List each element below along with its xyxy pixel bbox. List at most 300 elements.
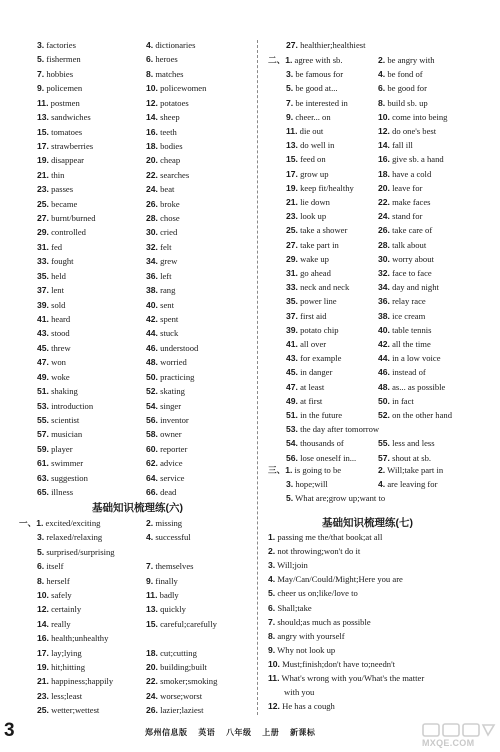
item-number: 30. xyxy=(378,253,390,264)
item-answer: really xyxy=(51,618,71,629)
answer-row xyxy=(146,401,181,412)
answer-row xyxy=(37,256,74,267)
answer-row xyxy=(378,479,437,490)
item-number: 16. xyxy=(378,154,390,165)
answer-row xyxy=(37,170,64,181)
answer-row xyxy=(37,633,108,644)
answer-row xyxy=(146,604,186,615)
answer-row xyxy=(146,576,178,587)
answer-row xyxy=(378,396,414,407)
item-answer: less;least xyxy=(51,690,83,701)
section-prefix: 三、 xyxy=(268,465,286,475)
item-number: 11. xyxy=(146,590,158,600)
answer-row xyxy=(37,242,62,253)
item-answer: player xyxy=(51,443,73,454)
item-number: 28. xyxy=(378,239,390,250)
item-answer: finally xyxy=(155,575,178,586)
item-number: 39. xyxy=(37,299,49,310)
answer-row xyxy=(286,240,339,251)
item-number: 4. xyxy=(146,532,154,543)
item-answer: quickly xyxy=(160,604,186,615)
item-answer: missing xyxy=(155,518,183,528)
answer-row xyxy=(37,271,66,282)
item-answer: owner xyxy=(160,429,182,440)
item-answer: sold xyxy=(51,299,66,310)
answer-row xyxy=(146,155,180,166)
item-number: 65. xyxy=(37,487,49,498)
item-number: 4. xyxy=(268,574,276,585)
item-number: 6. xyxy=(378,83,386,94)
item-answer: illness xyxy=(51,487,74,498)
item-number: 1. xyxy=(268,532,276,542)
item-number: 20. xyxy=(378,182,390,193)
item-number: 50. xyxy=(378,395,390,406)
item-answer: is going to be xyxy=(294,465,342,475)
item-answer: table tennis xyxy=(392,324,432,335)
answer-row xyxy=(378,311,425,322)
item-number: 32. xyxy=(378,268,390,278)
answer-row xyxy=(378,83,427,94)
answer-row xyxy=(286,112,331,123)
item-number: 46. xyxy=(146,342,158,353)
item-number: 17. xyxy=(286,168,298,179)
item-answer: feed on xyxy=(300,154,326,165)
answer-row xyxy=(37,532,102,543)
item-answer: broke xyxy=(160,198,180,209)
item-number: 5. xyxy=(37,546,45,557)
item-number: 31. xyxy=(37,241,49,252)
answer-row xyxy=(146,199,180,210)
item-number: 9. xyxy=(146,575,154,586)
item-number: 62. xyxy=(146,458,158,469)
item-number: 45. xyxy=(37,342,49,353)
item-answer: lazier;laziest xyxy=(160,705,204,716)
item-number: 38. xyxy=(146,285,158,296)
item-number: 29. xyxy=(286,253,298,264)
item-number: 11. xyxy=(286,126,298,136)
item-number: 37. xyxy=(37,285,49,296)
answer-row xyxy=(37,141,93,152)
item-number: 5. xyxy=(37,54,45,65)
item-answer: health;unhealthy xyxy=(51,633,109,644)
item-answer: are leaving for xyxy=(387,479,438,490)
item-number: 45. xyxy=(286,367,298,378)
item-answer: leave for xyxy=(392,182,423,193)
answer-row xyxy=(286,424,379,435)
item-answer: for example xyxy=(300,353,342,364)
item-number: 32. xyxy=(146,241,158,252)
item-number: 54. xyxy=(146,400,158,411)
item-number: 2. xyxy=(268,546,276,557)
item-answer: the day after tomorrow xyxy=(300,424,380,435)
answer-row xyxy=(146,213,180,224)
item-number: 22. xyxy=(378,197,390,207)
item-number: 49. xyxy=(37,371,49,382)
item-answer: Why not look up xyxy=(277,644,336,655)
item-answer: spent xyxy=(160,313,179,324)
item-number: 3. xyxy=(268,560,276,571)
item-answer: take part in xyxy=(300,239,339,250)
answer-row xyxy=(378,268,432,279)
item-answer: ice cream xyxy=(392,310,426,321)
answer-row xyxy=(268,588,358,599)
item-number: 55. xyxy=(37,414,49,425)
item-answer: take care of xyxy=(392,225,433,236)
item-number: 13. xyxy=(286,140,298,151)
item-number: 1. xyxy=(285,465,293,475)
section-title: 基础知识梳理练(六) xyxy=(92,502,183,514)
item-answer: smoker;smoking xyxy=(160,676,218,687)
item-number: 44. xyxy=(378,353,390,364)
answer-row xyxy=(37,112,91,123)
item-number: 10. xyxy=(37,590,49,600)
item-answer: on the other hand xyxy=(392,410,453,420)
answer-row xyxy=(286,69,343,80)
item-answer: beat xyxy=(160,184,175,195)
answer-row xyxy=(37,343,71,354)
answer-row xyxy=(286,98,348,109)
item-number: 10. xyxy=(146,83,158,94)
item-answer: lent xyxy=(51,285,64,296)
answer-row xyxy=(146,473,184,484)
answer-row xyxy=(378,465,443,476)
item-answer: Shall;take xyxy=(277,602,312,613)
item-number: 47. xyxy=(37,357,49,368)
item-number: 13. xyxy=(146,604,158,615)
item-number: 38. xyxy=(378,310,390,321)
item-answer: postmen xyxy=(50,97,80,108)
item-answer: left xyxy=(160,270,172,281)
item-number: 43. xyxy=(286,353,298,364)
item-number: 33. xyxy=(286,282,298,293)
answer-row xyxy=(37,227,86,238)
item-number: 23. xyxy=(37,690,49,701)
item-answer: face to face xyxy=(392,268,432,278)
item-number: 18. xyxy=(146,647,158,658)
answer-row xyxy=(268,659,395,670)
item-answer: hope;will xyxy=(295,479,328,490)
item-answer: lie down xyxy=(300,197,330,207)
answer-row xyxy=(146,285,175,296)
item-number: 26. xyxy=(146,198,158,209)
item-answer: stood xyxy=(51,328,70,339)
item-answer: Must;finish;don't have to;needn't xyxy=(282,658,396,669)
answer-row xyxy=(146,487,176,498)
item-answer: in the future xyxy=(300,410,343,420)
answer-row xyxy=(286,296,337,307)
answer-row xyxy=(146,532,191,543)
item-number: 15. xyxy=(146,618,158,629)
item-answer: badly xyxy=(159,590,179,600)
answer-row xyxy=(268,603,312,614)
item-answer: agree with sb. xyxy=(294,55,343,65)
item-number: 7. xyxy=(37,68,45,79)
answer-row xyxy=(37,576,70,587)
footer-info xyxy=(145,727,323,738)
item-answer: cried xyxy=(160,227,178,238)
answer-row xyxy=(286,453,356,464)
footer-term: 上册 xyxy=(262,728,280,737)
item-answer: successful xyxy=(155,532,191,543)
answer-row xyxy=(268,645,335,656)
answer-row xyxy=(37,662,85,673)
item-number: 26. xyxy=(378,225,390,236)
answer-row xyxy=(146,242,172,253)
item-answer: scientist xyxy=(51,414,80,425)
item-answer: What's wrong with you/What's the matter xyxy=(281,673,425,683)
item-answer: suggestion xyxy=(51,472,88,483)
answer-row xyxy=(378,325,432,336)
item-number: 29. xyxy=(37,227,49,238)
answer-row xyxy=(378,438,435,449)
item-answer: Will;join xyxy=(277,560,308,571)
item-answer: first aid xyxy=(300,310,327,321)
item-number: 21. xyxy=(37,676,49,687)
answer-row xyxy=(286,225,347,236)
item-number: 6. xyxy=(37,561,45,572)
answer-row xyxy=(268,673,424,684)
item-answer: chose xyxy=(160,213,180,224)
item-answer: cheer us on;like/love to xyxy=(277,588,358,599)
item-number: 14. xyxy=(146,112,158,123)
item-number: 2. xyxy=(378,465,386,475)
answer-row xyxy=(37,386,78,397)
answer-row xyxy=(286,438,344,449)
item-number: 46. xyxy=(378,367,390,378)
item-number: 41. xyxy=(286,339,298,349)
item-number: 25. xyxy=(37,705,49,716)
answer-row xyxy=(37,429,82,440)
item-answer: be fond of xyxy=(387,69,423,80)
item-number: 17. xyxy=(37,647,49,658)
item-number: 19. xyxy=(37,155,49,166)
answer-row xyxy=(268,546,360,557)
footer-curriculum: 新课标 xyxy=(289,728,316,737)
item-answer: all the time xyxy=(392,339,431,349)
answer-row xyxy=(37,300,65,311)
item-number: 8. xyxy=(268,630,276,641)
answer-row xyxy=(286,339,326,350)
item-number: 57. xyxy=(378,452,390,463)
answer-row xyxy=(37,199,77,210)
item-number: 22. xyxy=(146,169,158,180)
item-answer: musician xyxy=(51,429,83,440)
answer-row xyxy=(37,561,64,572)
item-number: 9. xyxy=(37,83,45,94)
item-number: 59. xyxy=(37,443,49,454)
item-number: 34. xyxy=(146,256,158,267)
answer-row xyxy=(286,493,385,504)
item-answer: sent xyxy=(160,299,174,310)
answer-row xyxy=(146,98,189,109)
item-answer: lose oneself in... xyxy=(300,452,357,463)
item-number: 51. xyxy=(286,410,298,420)
item-answer: relay race xyxy=(392,296,426,307)
item-answer: He has a cough xyxy=(282,701,335,712)
answer-row xyxy=(146,256,177,267)
item-number: 15. xyxy=(37,126,49,137)
answer-row xyxy=(37,619,71,630)
item-answer: factories xyxy=(46,40,76,50)
answer-row xyxy=(37,648,82,659)
answer-row xyxy=(37,415,79,426)
item-number: 3. xyxy=(37,40,45,50)
item-answer: advice xyxy=(160,458,183,469)
item-answer: felt xyxy=(160,241,172,252)
item-number: 23. xyxy=(37,184,49,195)
item-answer: tomatoes xyxy=(51,126,83,137)
item-answer: woke xyxy=(51,371,70,382)
item-answer: grew xyxy=(160,256,178,267)
item-number: 4. xyxy=(378,69,386,80)
answer-row xyxy=(146,372,194,383)
answer-row xyxy=(146,54,178,65)
item-answer: cut;cutting xyxy=(160,647,197,658)
item-number: 22. xyxy=(146,676,158,687)
item-answer: wetter;wettest xyxy=(51,705,100,716)
item-number: 63. xyxy=(37,472,49,483)
item-answer: wake up xyxy=(300,253,329,264)
item-answer: give sb. a hand xyxy=(392,154,444,165)
item-answer: matches xyxy=(155,68,184,79)
item-number: 16. xyxy=(146,126,158,137)
answer-row xyxy=(286,396,322,407)
answer-row xyxy=(146,444,187,455)
item-number: 60. xyxy=(146,443,158,454)
item-answer: swimmer xyxy=(51,458,84,469)
answer-row xyxy=(146,314,178,325)
answer-row xyxy=(37,213,96,224)
item-answer: be good for xyxy=(387,83,427,94)
item-number: 12. xyxy=(268,701,280,712)
item-number: 12. xyxy=(37,604,49,615)
item-answer: passes xyxy=(51,184,74,195)
answer-row xyxy=(146,300,174,311)
item-number: 9. xyxy=(286,111,294,122)
item-number: 1. xyxy=(285,55,293,65)
item-number: 7. xyxy=(146,561,154,572)
item-answer: became xyxy=(51,198,78,209)
item-answer: look up xyxy=(300,211,327,222)
item-number: 58. xyxy=(146,429,158,440)
item-number: 8. xyxy=(37,575,45,586)
item-answer: building;built xyxy=(160,662,207,672)
item-number: 55. xyxy=(378,438,390,449)
item-answer: fed xyxy=(51,241,63,252)
item-number: 48. xyxy=(146,357,158,368)
item-answer: thin xyxy=(51,169,65,180)
item-number: 6. xyxy=(146,54,154,65)
answer-row xyxy=(286,83,338,94)
item-number: 17. xyxy=(37,140,49,151)
item-number: 26. xyxy=(146,705,158,716)
item-number: 25. xyxy=(286,225,298,236)
answer-row xyxy=(268,560,308,571)
item-number: 49. xyxy=(286,395,298,406)
item-number: 11. xyxy=(268,673,280,683)
watermark xyxy=(422,722,496,750)
answer-row xyxy=(146,415,189,426)
footer-edition: 郑州信息版 xyxy=(145,728,188,737)
item-number: 10. xyxy=(268,658,280,669)
item-answer: be interested in xyxy=(295,97,348,108)
answer-row xyxy=(146,662,207,673)
answer-row xyxy=(146,518,182,529)
item-answer: controlled xyxy=(51,227,86,238)
item-number: 19. xyxy=(37,662,49,672)
item-answer: themselves xyxy=(155,561,194,572)
item-answer: grow up xyxy=(300,168,329,179)
answer-row xyxy=(37,691,82,702)
item-answer: shaking xyxy=(51,386,78,397)
item-number: 43. xyxy=(37,328,49,339)
item-number: 4. xyxy=(146,40,154,50)
answer-row xyxy=(37,372,70,383)
item-number: 36. xyxy=(146,270,158,281)
item-answer: not throwing;won't do it xyxy=(277,546,361,557)
item-number: 14. xyxy=(37,618,49,629)
item-number: 24. xyxy=(146,184,158,195)
item-answer: careful;carefully xyxy=(160,618,217,629)
answer-row xyxy=(146,40,195,51)
item-number: 15. xyxy=(286,154,298,165)
item-answer: keep fit/healthy xyxy=(300,182,354,193)
answer-row xyxy=(378,197,431,208)
item-answer: heroes xyxy=(155,54,178,65)
answer-row xyxy=(37,83,82,94)
answer-row xyxy=(37,458,83,469)
answer-row xyxy=(378,410,452,421)
answer-row xyxy=(378,211,422,222)
answer-row xyxy=(268,617,371,628)
item-number: 4. xyxy=(378,479,386,490)
item-answer: searches xyxy=(160,169,190,180)
item-number: 5. xyxy=(268,588,276,599)
answer-row xyxy=(286,169,329,180)
answer-row xyxy=(146,590,179,601)
answer-row xyxy=(286,126,323,137)
item-answer: take a shower xyxy=(300,225,348,236)
item-answer: skating xyxy=(160,386,185,397)
section-prefix: 一、 xyxy=(19,518,37,528)
answer-row xyxy=(37,473,88,484)
answer-row xyxy=(37,54,81,65)
item-number: 2. xyxy=(146,518,154,528)
answer-row xyxy=(378,169,431,180)
answer-row xyxy=(37,604,81,615)
item-number: 14. xyxy=(378,140,390,151)
item-answer: Will;take part in xyxy=(387,465,444,475)
answer-row xyxy=(286,211,326,222)
item-answer: hit;hitting xyxy=(51,662,86,672)
answer-row xyxy=(286,254,329,265)
item-number: 66. xyxy=(146,487,158,498)
answer-row xyxy=(146,170,189,181)
answer-row xyxy=(146,561,194,572)
item-answer: bodies xyxy=(160,140,183,151)
item-number: 39. xyxy=(286,324,298,335)
answer-row xyxy=(146,141,183,152)
item-number: 31. xyxy=(286,268,298,278)
item-answer: fishermen xyxy=(46,54,81,65)
answer-row xyxy=(37,705,99,716)
answer-row xyxy=(146,328,178,339)
answer-row xyxy=(286,154,326,165)
item-number: 53. xyxy=(286,424,298,435)
item-number: 27. xyxy=(286,40,298,50)
item-answer: stuck xyxy=(160,328,179,339)
item-answer: shout at sb. xyxy=(392,452,432,463)
